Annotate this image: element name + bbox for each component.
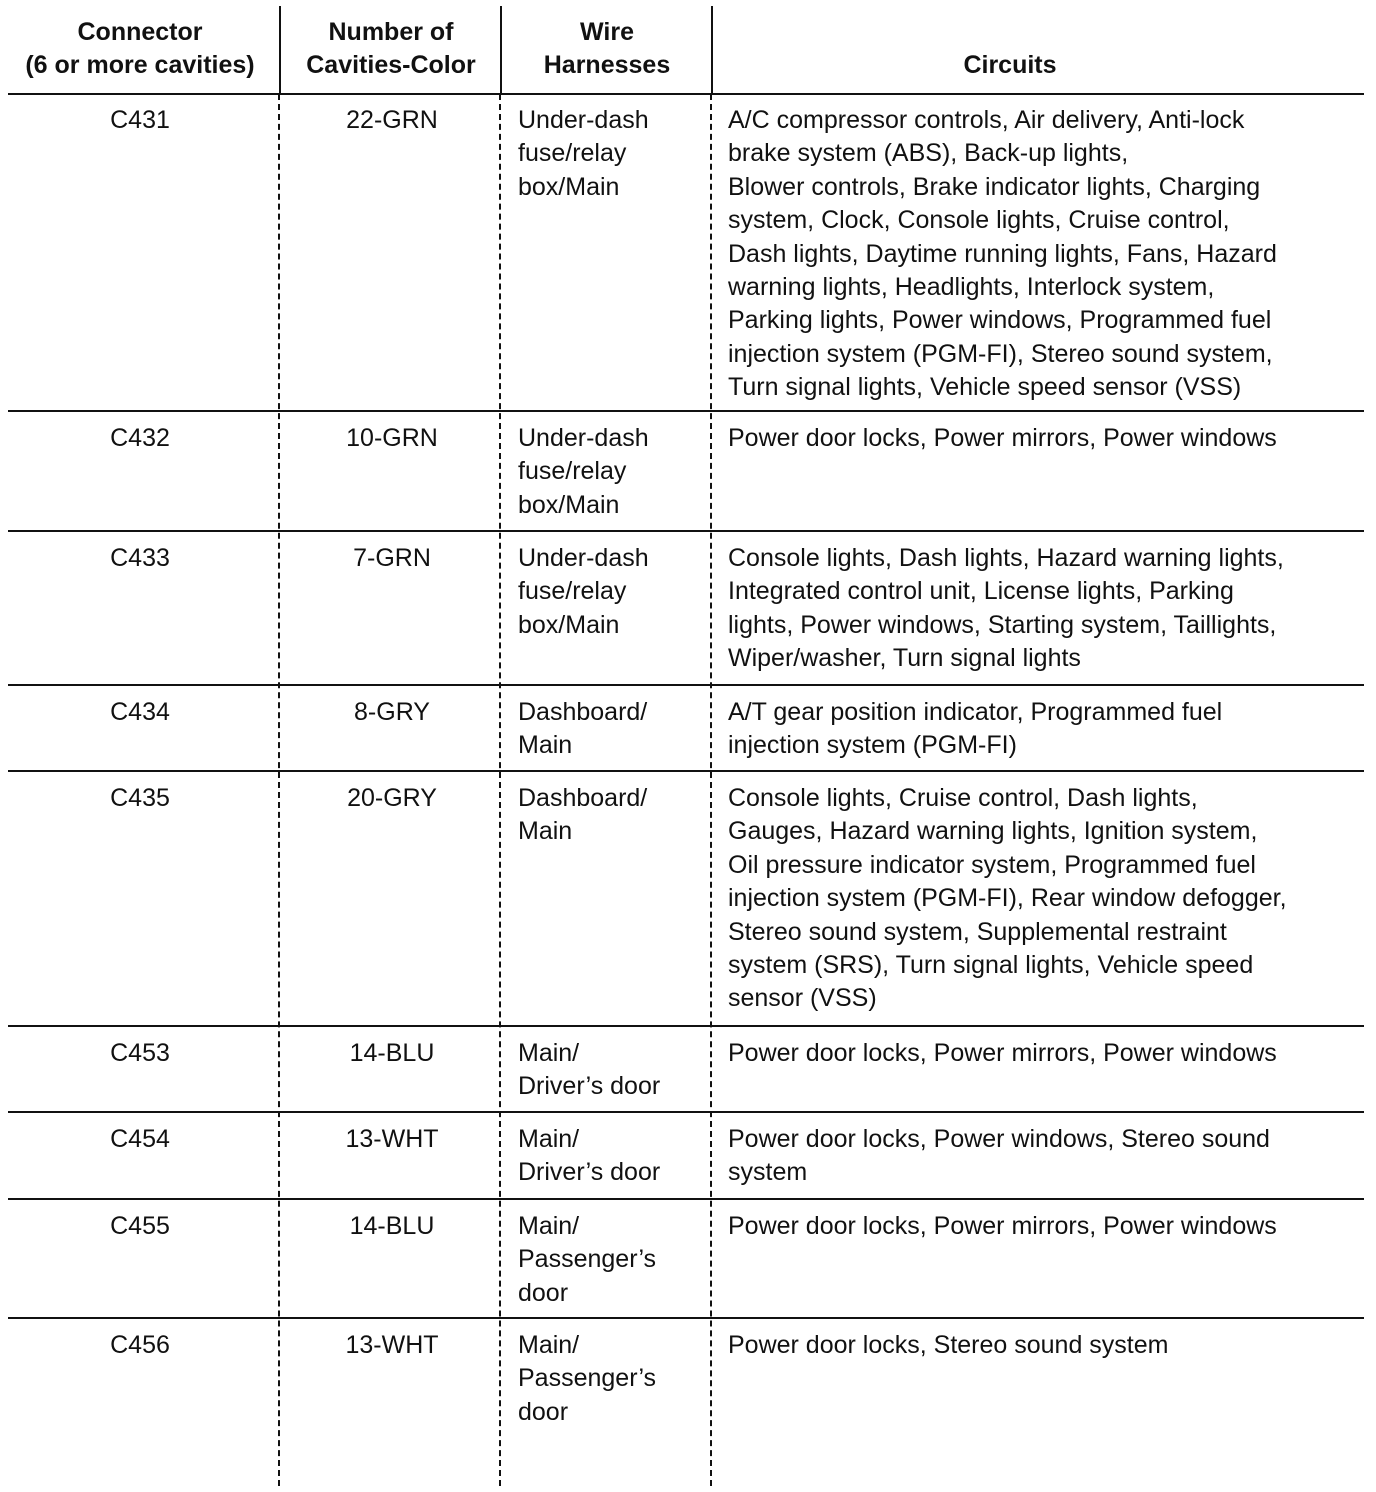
circuits-line: Console lights, Dash lights, Hazard warning lights, [728,544,1284,572]
cavities-cell: 14-BLU [349,1212,435,1240]
header-divider-3 [711,6,713,94]
harness-cell [518,1329,698,1429]
connector-cell: C453 [110,1039,170,1067]
circuits-line: brake system (ABS), Back-up lights, [728,139,1129,168]
circuits-line: Parking lights, Power windows, Programmed fuel [728,306,1272,335]
cavities-cell: 8-GRY [354,698,430,726]
harness-cell [518,1210,698,1310]
circuits-line: Blower controls, Brake indicator lights, Charging [728,172,1261,201]
harness-line: fuse/relay [518,457,627,486]
harness-line: Main/ [518,1212,580,1240]
cavities-cell: 13-WHT [345,1125,439,1153]
harness-cell [518,1037,698,1104]
circuits-cell [728,1329,1368,1362]
harness-cell [518,422,698,522]
row-rule [8,684,1364,686]
harness-line: box/Main [518,610,620,639]
harness-line: Main/ [518,1125,580,1153]
harness-line: Under-dash [518,424,649,452]
circuits-line: Integrated control unit, License lights, Parking [728,577,1234,606]
row-rule [8,1317,1364,1319]
cavities-cell: 7-GRN [353,544,431,572]
circuits-line: Power door locks, Stereo sound system [728,1331,1169,1359]
harness-line: fuse/relay [518,139,627,168]
connector-cell: C435 [110,784,170,812]
circuits-line: Power door locks, Power mirrors, Power windows [728,424,1277,452]
circuits-line: Power door locks, Power windows, Stereo sound [728,1125,1270,1153]
row-rule [8,530,1364,532]
circuits-line: sensor (VSS) [728,984,877,1013]
circuits-cell [728,1037,1368,1070]
header-connector-line2: (6 or more cavities) [25,51,255,79]
circuits-line: system (SRS), Turn signal lights, Vehicle speed [728,951,1254,980]
cavities-cell: 14-BLU [349,1039,435,1067]
connector-cell: C454 [110,1125,170,1153]
header-circuits-label: Circuits [963,51,1057,79]
row-rule [8,1025,1364,1027]
header-harnesses-line1: Wire [580,18,634,46]
harness-line: Under-dash [518,544,649,572]
circuits-line: system [728,1158,808,1187]
harness-line: box/Main [518,490,620,519]
harness-cell [518,542,698,642]
harness-line: Main/ [518,1039,580,1067]
row-rule [8,1111,1364,1113]
connector-cell: C432 [110,424,170,452]
header-connector-line1: Connector [77,18,203,46]
circuits-line: injection system (PGM-FI) [728,731,1017,760]
header-cavities-line1: Number of [328,18,454,46]
harness-line: Dashboard/ [518,784,648,812]
harness-line: Main [518,731,573,760]
circuits-line: Turn signal lights, Vehicle speed sensor (VSS) [728,373,1242,402]
connector-cell: C433 [110,544,170,572]
harness-cell [518,782,698,849]
connector-cell: C455 [110,1212,170,1240]
circuits-cell [728,696,1368,763]
header-divider-2 [500,6,502,94]
harness-line: door [518,1397,569,1426]
harness-line: Driver’s door [518,1158,661,1187]
circuits-line: Console lights, Cruise control, Dash lights, [728,784,1198,812]
header-divider-1 [279,6,281,94]
circuits-line: system, Clock, Console lights, Cruise control, [728,206,1230,235]
header-harnesses [502,0,712,94]
header-cavities-line2: Cavities-Color [306,51,476,79]
cavities-cell: 13-WHT [345,1331,439,1359]
circuits-line: warning lights, Headlights, Interlock system, [728,273,1215,302]
circuits-line: Oil pressure indicator system, Programmed fuel [728,850,1256,879]
circuits-cell [728,1210,1368,1243]
connector-cell: C431 [110,106,170,134]
circuits-cell [728,782,1368,1016]
harness-cell [518,1123,698,1190]
row-rule [8,410,1364,412]
circuits-line: Power door locks, Power mirrors, Power windows [728,1212,1277,1240]
circuits-line: Wiper/washer, Turn signal lights [728,644,1081,673]
header-cavities [280,0,502,94]
circuits-cell [728,104,1368,405]
harness-line: box/Main [518,172,620,201]
circuits-line: injection system (PGM-FI), Stereo sound system, [728,339,1273,368]
harness-cell [518,104,698,204]
harness-line: Driver’s door [518,1072,661,1101]
harness-line: Main/ [518,1331,580,1359]
cavities-cell: 22-GRN [346,106,438,134]
header-harnesses-line2: Harnesses [543,51,671,79]
cavities-cell: 10-GRN [346,424,438,452]
column-divider-3 [710,94,712,1486]
harness-line: Dashboard/ [518,698,648,726]
header-circuits [712,0,1308,94]
row-rule [8,770,1364,772]
harness-line: Passenger’s [518,1245,657,1274]
harness-line: Passenger’s [518,1364,657,1393]
connector-cell: C456 [110,1331,170,1359]
cavities-cell: 20-GRY [347,784,437,812]
circuits-cell [728,1123,1368,1190]
harness-cell [518,696,698,763]
circuits-line: Power door locks, Power mirrors, Power windows [728,1039,1277,1067]
harness-line: Under-dash [518,106,649,134]
circuits-line: A/T gear position indicator, Programmed fuel [728,698,1223,726]
circuits-cell [728,422,1368,455]
circuits-line: Stereo sound system, Supplemental restraint [728,917,1227,946]
harness-line: fuse/relay [518,577,627,606]
circuits-line: A/C compressor controls, Air delivery, Anti-lock [728,106,1245,134]
connector-cell: C434 [110,698,170,726]
harness-line: door [518,1278,569,1307]
harness-line: Main [518,817,573,846]
header-connector [0,0,280,94]
circuits-line: Gauges, Hazard warning lights, Ignition system, [728,817,1258,846]
row-rule [8,1198,1364,1200]
circuits-line: injection system (PGM-FI), Rear window defogger, [728,884,1287,913]
header-rule [8,93,1364,95]
circuits-cell [728,542,1368,676]
circuits-line: Dash lights, Daytime running lights, Fans, Hazard [728,239,1277,268]
circuits-line: lights, Power windows, Starting system, Taillights, [728,610,1277,639]
